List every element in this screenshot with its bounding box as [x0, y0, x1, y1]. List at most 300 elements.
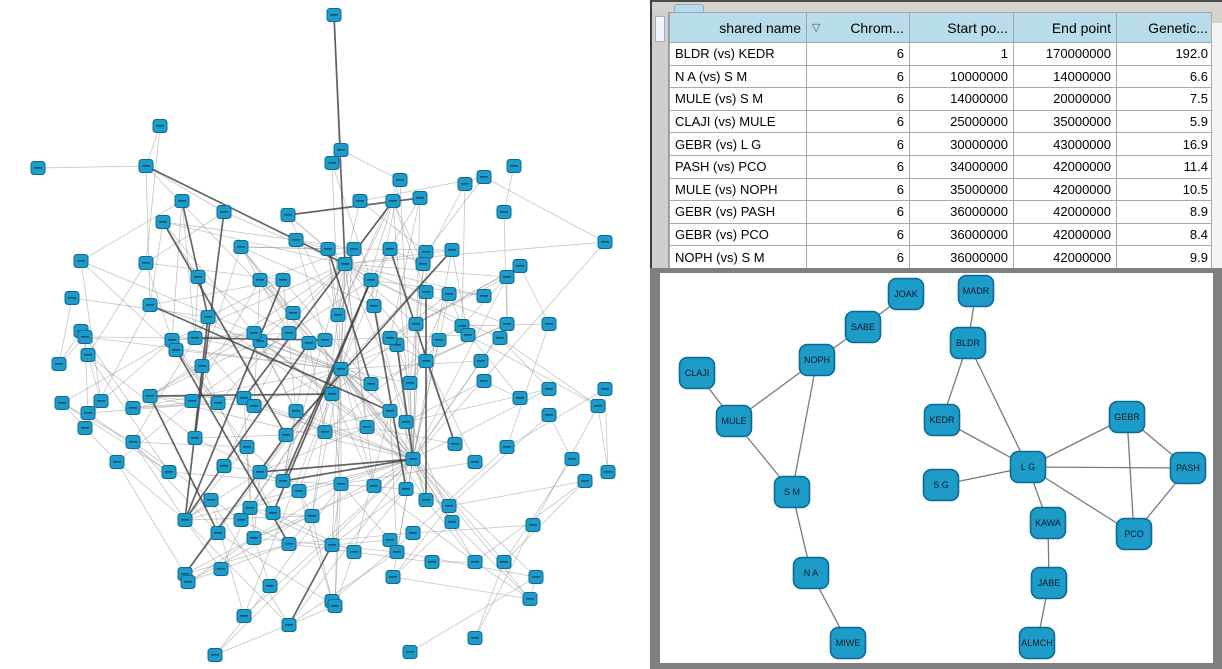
column-header-shared-name[interactable]: shared name — [670, 13, 807, 43]
table-cell[interactable]: BLDR (vs) KEDR — [670, 43, 807, 66]
node-label — [285, 332, 293, 334]
network-node-pash[interactable] — [1171, 453, 1206, 484]
network-node[interactable] — [461, 329, 475, 342]
network-node[interactable] — [442, 288, 456, 301]
network-node[interactable] — [31, 162, 45, 175]
table-cell[interactable]: 6 — [807, 133, 910, 156]
node-label: PCO — [1124, 529, 1144, 539]
network-node[interactable] — [413, 192, 427, 205]
node-label — [279, 279, 287, 281]
node-label — [477, 360, 485, 362]
network-node[interactable] — [325, 388, 339, 401]
network-node[interactable] — [445, 516, 459, 529]
table-row[interactable] — [670, 155, 1214, 178]
network-node[interactable] — [601, 466, 615, 479]
selection-network-canvas[interactable] — [660, 273, 1213, 663]
node-label — [422, 291, 430, 293]
network-node[interactable] — [399, 483, 413, 496]
network-node[interactable] — [331, 309, 345, 322]
network-edge — [393, 577, 530, 599]
network-edge — [182, 201, 208, 317]
network-node[interactable] — [247, 532, 261, 545]
selection-network-svg[interactable] — [660, 273, 1213, 663]
table-cell[interactable]: 42000000 — [1014, 246, 1117, 269]
network-node[interactable] — [419, 286, 433, 299]
network-node[interactable] — [302, 337, 316, 350]
table-cell[interactable]: 1 — [910, 43, 1014, 66]
network-node[interactable] — [383, 332, 397, 345]
network-node[interactable] — [214, 563, 228, 576]
network-node[interactable] — [153, 120, 167, 133]
node-label — [217, 568, 225, 570]
network-node[interactable] — [334, 144, 348, 157]
network-edge — [475, 525, 533, 638]
node-label — [409, 532, 417, 534]
network-node[interactable] — [178, 514, 192, 527]
node-label: BLDR — [955, 338, 981, 348]
table-row[interactable] — [670, 246, 1214, 269]
network-node[interactable] — [282, 538, 296, 551]
network-node[interactable] — [188, 432, 202, 445]
table-cell[interactable]: MULE (vs) NOPH — [670, 178, 807, 201]
table-cell[interactable]: CLAJI (vs) MULE — [670, 110, 807, 133]
network-node[interactable] — [448, 438, 462, 451]
network-node[interactable] — [237, 610, 251, 623]
network-node[interactable] — [289, 234, 303, 247]
table-cell[interactable]: 8.4 — [1117, 223, 1214, 246]
table-cell[interactable]: 36000000 — [910, 223, 1014, 246]
network-node[interactable] — [468, 456, 482, 469]
node-label — [256, 279, 264, 281]
network-node[interactable] — [247, 327, 261, 340]
table-row[interactable] — [670, 223, 1214, 246]
network-node-mule[interactable] — [717, 406, 752, 437]
network-node[interactable] — [52, 358, 66, 371]
network-node[interactable] — [364, 274, 378, 287]
network-node-madr[interactable] — [959, 276, 994, 307]
node-label — [480, 176, 488, 178]
network-node[interactable] — [500, 271, 514, 284]
network-node[interactable] — [263, 580, 277, 593]
network-node[interactable] — [289, 405, 303, 418]
network-node[interactable] — [497, 556, 511, 569]
network-node[interactable] — [497, 206, 511, 219]
network-edge — [393, 506, 449, 577]
network-node[interactable] — [185, 395, 199, 408]
network-node[interactable] — [81, 407, 95, 420]
network-node[interactable] — [139, 257, 153, 270]
node-label — [500, 211, 508, 213]
node-label — [445, 293, 453, 295]
network-node[interactable] — [78, 331, 92, 344]
network-node[interactable] — [243, 502, 257, 515]
node-label — [269, 512, 277, 514]
node-label — [471, 561, 479, 563]
table-cell[interactable]: 6 — [807, 88, 910, 111]
network-node[interactable] — [55, 397, 69, 410]
table-row[interactable] — [670, 201, 1214, 224]
table-cell[interactable]: NOPH (vs) S M — [670, 246, 807, 269]
network-node[interactable] — [318, 426, 332, 439]
network-node[interactable] — [338, 258, 352, 271]
network-node[interactable] — [529, 571, 543, 584]
network-edge — [185, 435, 286, 574]
node-label — [416, 197, 424, 199]
node-label — [445, 505, 453, 507]
network-node[interactable] — [325, 157, 339, 170]
network-node[interactable] — [523, 593, 537, 606]
table-cell[interactable]: 6 — [807, 65, 910, 88]
node-label — [526, 598, 534, 600]
network-node[interactable] — [217, 206, 231, 219]
network-node[interactable] — [542, 409, 556, 422]
network-node[interactable] — [126, 402, 140, 415]
node-label — [503, 446, 511, 448]
network-node[interactable] — [500, 318, 514, 331]
network-node-pco[interactable] — [1117, 519, 1152, 550]
node-label: NOPH — [803, 355, 831, 365]
network-node[interactable] — [513, 260, 527, 273]
network-node[interactable] — [276, 274, 290, 287]
network-edge — [289, 545, 332, 625]
node-label — [84, 412, 92, 414]
table-cell[interactable]: N A (vs) S M — [670, 65, 807, 88]
network-node[interactable] — [292, 485, 306, 498]
network-node[interactable] — [234, 241, 248, 254]
network-node[interactable] — [78, 422, 92, 435]
network-node[interactable] — [425, 556, 439, 569]
node-label — [84, 354, 92, 356]
table-cell[interactable]: 42000000 — [1014, 223, 1117, 246]
node-label — [165, 471, 173, 473]
network-node[interactable] — [542, 383, 556, 396]
table-cell[interactable]: 42000000 — [1014, 178, 1117, 201]
network-node[interactable] — [327, 9, 341, 22]
network-node-claji[interactable] — [680, 358, 715, 389]
network-node-miwe[interactable] — [831, 628, 866, 659]
node-label: MIWE — [835, 638, 861, 648]
network-edge — [504, 212, 507, 324]
network-node[interactable] — [416, 258, 430, 271]
network-node-noph[interactable] — [800, 345, 835, 376]
network-node[interactable] — [360, 421, 374, 434]
table-cell[interactable]: 35000000 — [1014, 110, 1117, 133]
network-node[interactable] — [211, 527, 225, 540]
network-node[interactable] — [598, 236, 612, 249]
network-node[interactable] — [458, 178, 472, 191]
table-row[interactable] — [670, 88, 1214, 111]
network-node-n-a[interactable] — [794, 558, 829, 589]
table-row[interactable] — [670, 43, 1214, 66]
table-cell[interactable]: 42000000 — [1014, 201, 1117, 224]
network-node-s-g[interactable] — [924, 470, 959, 501]
table-cell[interactable]: 42000000 — [1014, 155, 1117, 178]
network-node[interactable] — [81, 349, 95, 362]
network-node[interactable] — [211, 397, 225, 410]
network-node[interactable] — [94, 395, 108, 408]
node-label — [256, 340, 264, 342]
network-node[interactable] — [477, 375, 491, 388]
network-node-l-g[interactable] — [1011, 452, 1046, 483]
scrollbar-corner — [1212, 12, 1222, 23]
network-node[interactable] — [169, 344, 183, 357]
table-cell[interactable]: 6 — [807, 246, 910, 269]
table-cell[interactable]: GEBR (vs) L G — [670, 133, 807, 156]
node-label — [461, 183, 469, 185]
network-node[interactable] — [409, 318, 423, 331]
table-cell[interactable]: GEBR (vs) PCO — [670, 223, 807, 246]
network-node[interactable] — [468, 556, 482, 569]
table-cell[interactable]: 5.9 — [1117, 110, 1214, 133]
network-node[interactable] — [419, 494, 433, 507]
network-node-s-m[interactable] — [775, 477, 810, 508]
filter-icon[interactable]: ▽ — [812, 21, 821, 34]
node-label — [331, 605, 339, 607]
network-node[interactable] — [432, 334, 446, 347]
table-cell[interactable]: GEBR (vs) PASH — [670, 201, 807, 224]
node-label: MULE — [721, 416, 747, 426]
network-node[interactable] — [156, 216, 170, 229]
table-cell[interactable]: 10.5 — [1117, 178, 1214, 201]
column-header-chrom-[interactable]: ▽ Chrom... — [807, 13, 910, 43]
network-node[interactable] — [191, 271, 205, 284]
network-node[interactable] — [500, 441, 514, 454]
network-node[interactable] — [126, 436, 140, 449]
table-cell[interactable]: 11.4 — [1117, 155, 1214, 178]
network-node[interactable] — [74, 255, 88, 268]
network-node[interactable] — [406, 527, 420, 540]
network-node[interactable] — [286, 307, 300, 320]
network-node[interactable] — [325, 539, 339, 552]
table-cell[interactable]: 34000000 — [910, 155, 1014, 178]
network-node-kawa[interactable] — [1031, 508, 1066, 539]
node-label — [250, 332, 258, 334]
network-node-sabe[interactable] — [846, 312, 881, 343]
network-node[interactable] — [305, 510, 319, 523]
network-edge — [312, 516, 332, 601]
node-label: KEDR — [929, 415, 955, 425]
network-node[interactable] — [474, 355, 488, 368]
network-node[interactable] — [162, 466, 176, 479]
table-cell[interactable]: 6 — [807, 110, 910, 133]
network-node[interactable] — [526, 519, 540, 532]
table-row[interactable] — [670, 178, 1214, 201]
node-label — [204, 316, 212, 318]
network-node[interactable] — [318, 334, 332, 347]
network-node[interactable] — [591, 400, 605, 413]
network-node[interactable] — [386, 195, 400, 208]
column-header-start-po-[interactable]: Start po... — [910, 13, 1014, 43]
table-cell[interactable]: 43000000 — [1014, 133, 1117, 156]
column-header-genetic-[interactable]: Genetic... — [1117, 13, 1214, 43]
network-node-gebr[interactable] — [1110, 402, 1145, 433]
network-node[interactable] — [386, 571, 400, 584]
network-node[interactable] — [240, 441, 254, 454]
node-label — [480, 380, 488, 382]
node-label — [448, 521, 456, 523]
network-edge — [475, 562, 504, 638]
table-cell[interactable]: 192.0 — [1117, 43, 1214, 66]
network-edge — [413, 389, 549, 459]
table-cell[interactable]: 20000000 — [1014, 88, 1117, 111]
network-node[interactable] — [383, 243, 397, 256]
network-edge — [426, 177, 484, 252]
network-node[interactable] — [513, 392, 527, 405]
network-node[interactable] — [403, 377, 417, 390]
network-node[interactable] — [399, 416, 413, 429]
network-node[interactable] — [279, 429, 293, 442]
network-node[interactable] — [334, 478, 348, 491]
table-cell[interactable]: 9.9 — [1117, 246, 1214, 269]
network-edge — [413, 447, 507, 533]
network-node[interactable] — [188, 332, 202, 345]
network-node[interactable] — [445, 244, 459, 257]
network-node[interactable] — [565, 453, 579, 466]
table-cell[interactable]: 14000000 — [910, 88, 1014, 111]
network-node[interactable] — [468, 632, 482, 645]
node-label — [328, 544, 336, 546]
network-node[interactable] — [442, 500, 456, 513]
table-left-scrollbar[interactable] — [652, 12, 669, 268]
network-node[interactable] — [353, 195, 367, 208]
node-label — [198, 365, 206, 367]
table-cell[interactable]: 6 — [807, 43, 910, 66]
node-label — [422, 499, 430, 501]
node-label — [97, 400, 105, 402]
network-edge — [341, 150, 400, 180]
node-label — [386, 337, 394, 339]
network-node[interactable] — [347, 546, 361, 559]
table-cell[interactable]: 8.9 — [1117, 201, 1214, 224]
network-node[interactable] — [334, 363, 348, 376]
network-node[interactable] — [406, 453, 420, 466]
network-node[interactable] — [143, 299, 157, 312]
network-node[interactable] — [419, 246, 433, 259]
network-node[interactable] — [367, 300, 381, 313]
network-node-almch[interactable] — [1020, 628, 1055, 659]
network-edge — [533, 406, 598, 525]
network-node[interactable] — [477, 171, 491, 184]
network-node[interactable] — [578, 475, 592, 488]
node-label — [142, 165, 150, 167]
node-label — [409, 458, 417, 460]
table-cell[interactable]: 36000000 — [910, 201, 1014, 224]
node-label — [500, 561, 508, 563]
table-cell[interactable]: 6 — [807, 155, 910, 178]
column-header-end-point[interactable]: End point — [1014, 13, 1117, 43]
network-node[interactable] — [282, 327, 296, 340]
network-node[interactable] — [110, 456, 124, 469]
network-node[interactable] — [181, 576, 195, 589]
network-node[interactable] — [367, 480, 381, 493]
network-node[interactable] — [195, 360, 209, 373]
node-label — [370, 305, 378, 307]
network-node-kedr[interactable] — [925, 405, 960, 436]
table-right-scrollbar[interactable] — [1211, 12, 1222, 268]
network-node[interactable] — [383, 405, 397, 418]
network-node[interactable] — [234, 514, 248, 527]
network-node[interactable] — [383, 534, 397, 547]
network-node[interactable] — [139, 160, 153, 173]
table-cell[interactable]: 6 — [807, 178, 910, 201]
table-cell[interactable]: 25000000 — [910, 110, 1014, 133]
network-node-jabe[interactable] — [1032, 568, 1067, 599]
network-node[interactable] — [143, 390, 157, 403]
node-label — [604, 471, 612, 473]
table-row[interactable] — [670, 110, 1214, 133]
node-label — [305, 342, 313, 344]
node-label — [516, 265, 524, 267]
network-edge — [38, 166, 146, 168]
network-node[interactable] — [390, 546, 404, 559]
table-cell[interactable]: 170000000 — [1014, 43, 1117, 66]
network-edge — [289, 552, 397, 625]
network-node[interactable] — [65, 292, 79, 305]
network-node[interactable] — [204, 494, 218, 507]
scrollbar-thumb[interactable] — [655, 16, 665, 42]
network-node[interactable] — [507, 160, 521, 173]
table-cell[interactable]: 36000000 — [910, 246, 1014, 269]
node-label — [406, 651, 414, 653]
table-cell[interactable]: 30000000 — [910, 133, 1014, 156]
table-cell[interactable]: MULE (vs) S M — [670, 88, 807, 111]
node-label — [328, 393, 336, 395]
network-node[interactable] — [247, 400, 261, 413]
node-label — [337, 368, 345, 370]
table-cell[interactable]: 7.5 — [1117, 88, 1214, 111]
table-cell[interactable]: 10000000 — [910, 65, 1014, 88]
network-node[interactable] — [282, 619, 296, 632]
network-node[interactable] — [175, 195, 189, 208]
network-node[interactable] — [347, 243, 361, 256]
network-node[interactable] — [493, 332, 507, 345]
network-node[interactable] — [321, 243, 335, 256]
node-label — [77, 260, 85, 262]
table-cell[interactable]: 16.9 — [1117, 133, 1214, 156]
network-node[interactable] — [281, 209, 295, 222]
network-node[interactable] — [403, 646, 417, 659]
network-node[interactable] — [393, 174, 407, 187]
network-node[interactable] — [598, 383, 612, 396]
network-node[interactable] — [542, 318, 556, 331]
network-node[interactable] — [328, 600, 342, 613]
network-node[interactable] — [217, 460, 231, 473]
network-node[interactable] — [201, 311, 215, 324]
table-cell[interactable]: 35000000 — [910, 178, 1014, 201]
network-node-joak[interactable] — [889, 279, 924, 310]
table-cell[interactable]: 14000000 — [1014, 65, 1117, 88]
table-cell[interactable]: 6.6 — [1117, 65, 1214, 88]
table-cell[interactable]: 6 — [807, 223, 910, 246]
table-cell[interactable]: 6 — [807, 201, 910, 224]
node-label — [471, 461, 479, 463]
network-edge — [371, 280, 500, 338]
network-node[interactable] — [477, 290, 491, 303]
network-edge — [117, 462, 185, 574]
table-row[interactable] — [670, 65, 1214, 88]
table-row[interactable] — [670, 133, 1214, 156]
network-node[interactable] — [276, 475, 290, 488]
node-label — [337, 149, 345, 151]
network-node[interactable] — [253, 466, 267, 479]
network-node[interactable] — [266, 507, 280, 520]
network-node-bldr[interactable] — [951, 328, 986, 359]
table-cell[interactable]: PASH (vs) PCO — [670, 155, 807, 178]
network-node[interactable] — [253, 274, 267, 287]
network-node[interactable] — [208, 649, 222, 662]
network-node[interactable] — [419, 355, 433, 368]
network-node[interactable] — [364, 378, 378, 391]
